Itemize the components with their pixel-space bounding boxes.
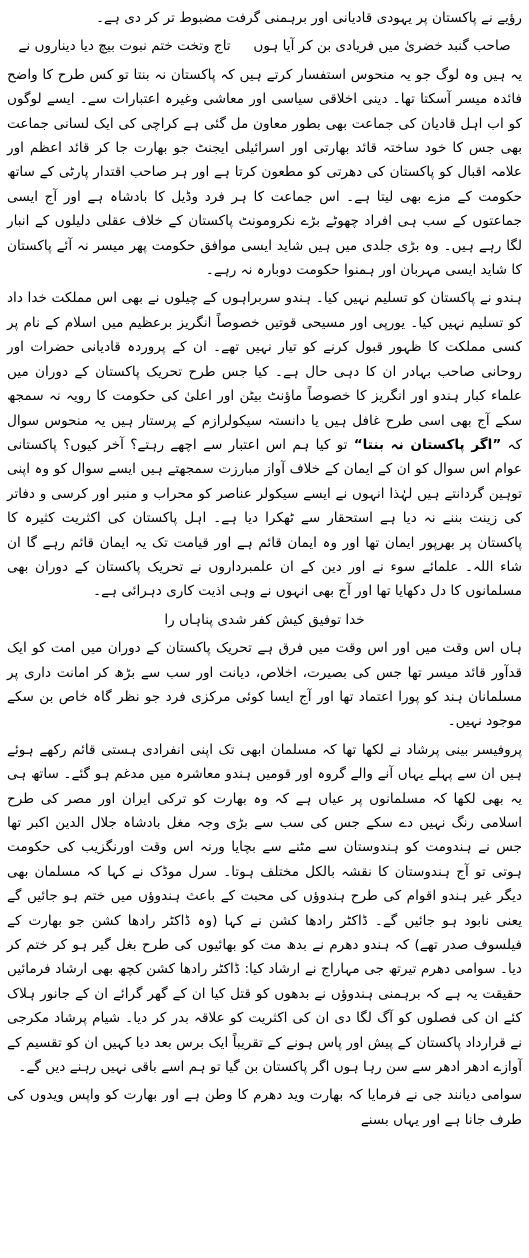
paragraph-1: یہ ہیں وہ لوگ جو یہ منحوس استفسار کرتے ہیں کہ پاکستان نہ بنتا تو کس طرح کا واضح فائدہ میسر آسکتا تھا۔ دینی اخلاقی سیاسی اور معاشی وغیرہ اعتبارات سے۔ ایسے لوگوں کو اب اہل قادیان کی جماعت بھی بطور معاون مل گئی ہے کراچی کی ایک لسانی جماعت بھی جس کا خود ساختہ قائد بھارتی اور اسرائیلی ایجنٹ جو بھارت جا کر قائد اعظم اور علامہ اقبال کو پاکستان کی دھرتی کو مطعون کرتا ہے اور ہر صاحب اقتدار پارٹی کے ساتھ حکومت کے مزے بھی لیتا ہے۔ اس جماعت کا ہر فرد وڈیل کا بادشاہ ہے اور آج ایسی جماعتوں کے سب ہی افراد چھوٹے بڑے نکرومونٹ پاکستان کے خلاف عقلی دلیلوں کے انبار لگا رہے ہیں۔ وہ بڑی جلدی میں ہیں شاید ایسی موافق حکومت پھر میسر نہ آئے پاکستان کا شاید ایسی مہربان اور ہمنوا حکومت دوبارہ نہ رہے۔ (7, 66, 522, 279)
couplet-first-hemistich: صاحب گنبد خضریٰ میں فریادی بن کر آیا ہوں (253, 38, 511, 55)
paragraph-2 (7, 286, 522, 603)
paragraph-2-after: تو کیا ہم اس اعتبار سے اچھے رہتے؟ آخر کیوں؟ پاکستانی عوام اس سوال کو ان کے ایمان کے خلاف آواز مبارزت سمجھتے ہیں ایسے سوال کو وہ اپنی توہین گردانتے ہیں لہٰذا انہوں نے ایسے سیکولر عناصر کو محراب و منبر اور کرسی و دفاتر کی زینت بننے نہ دیا ہے استحقار سے ٹھکرا دیا ہے۔ اہل پاکستان کی اکثریت کثیرہ کا پاکستان پر بھرپور ایمان تھا اور وہ ایمان قائم ہے اور قیامت تک یہ ایمان قائم رہے گا ان شاء اللہ۔ علمائے سوء نے اور دین کے ان علمبرداروں نے تحریک پاکستان کے دوران بھی مسلمانوں کا دل دکھایا تھا اور آج بھی انہوں نے وہی اذیت کاری دہرائی ہے۔ (7, 436, 522, 600)
paragraph-3: ہاں اس وقت میں اور اس وقت میں فرق ہے تحریک پاکستان کے دوران میں امت کو ایک قدآور قائد میسر تھا جس کی بصیرت، اخلاص، دیانت اور سب سے بڑھ کر امانت داری پر مسلمانان ہند کو پورا اعتماد تھا اور آج ایسا کوئی مرکزی فرد جو نظر گاہ خاص بن سکے موجود نہیں۔ (7, 640, 522, 730)
verse-line-top: رؤیے نے پاکستان پر یہودی قادیانی اور برہمنی گرفت مضبوط تر کر دی ہے۔ (96, 10, 522, 26)
verse-line-middle: خدا توفیق کیش کفر شدی پناہاں را (164, 611, 365, 628)
paragraph-2-before: ہندو نے پاکستان کو تسلیم نہیں کیا۔ ہندو سربراہوں کے چیلوں نے بھی اس مملکت خدا داد کو تسلیم نہیں کیا۔ یورپی اور مسیحی قوتیں خصوصاً انگریز برعظیم میں اسلام کے نام پر کسی مملکت کا ظہور قبول کرنے کو تیار نہیں تھے۔ ان کے پروردہ قادیانی حضرات اور روحانی صاحب بہادر ان کا دہی حال ہے۔ کیا جس طرح تحریک پاکستان کے دوران میں علماء کبار ہندو اور انگریز کا خصوصاً ماؤنٹ بیٹن اور اعلیٰ کی حکومت کا رویہ نہ سمجھ سکے آج بھی اسی طرح غافل ہیں یا دانستہ سیکولرازم کے پرستار ہیں یہ منحوس سوال کہ (7, 290, 522, 453)
poetry-couplet (7, 34, 522, 58)
couplet-second-hemistich: تاج وتخت ختم نبوت بیچ دیا دیناروں نے (18, 38, 231, 55)
paragraph-5: سوامی دیانند جی نے فرمایا کہ بھارت وید دھرم کا وطن ہے اور بھارت کو واپس ویدوں کی طرف جانا ہے اور یہاں بسنے (7, 1087, 522, 1128)
paragraph-4: پروفیسر بینی پرشاد نے لکھا تھا کہ مسلمان ابھی تک اپنی انفرادی ہستی قائم رکھے ہوئے ہیں ان سے پہلے یہاں آنے والے گروہ اور قومیں ہندو معاشرہ میں مدغم ہو گئے۔ ساتھ ہی یہ بھی لکھا کہ مسلمانوں پر عیاں ہے کہ وہ بھارت کو ترکی ایران اور مصر کی طرح اسلامی رنگ نہیں دے سکے جس کی سب سے بڑی وجہ مغل بادشاہ جلال الدین اکبر تھا جس نے ہندومت کو ہندوستان سے مٹنے سے بچایا ورنہ اس وقت اورنگزیب کی حکومت ہوتی تو آج ہندوستان کا نقشہ بالکل مختلف ہوتا۔ سرل موڈک نے کہا کہ مسلمان بھی دیگر غیر ہندو اقوام کی طرح ہندوؤں کی محبت کے باعث ہندوؤں میں ختم ہو جائیں گے یعنی نابود ہو جائیں گے۔ ڈاکٹر رادھا کشن نے کہا (وہ ڈاکٹر رادھا کشن جو بھارت کے فیلسوف صدر تھے) کہ ہندو دھرم نے بدھ مت کو بھائیوں کی طرح بغل گیر ہو کر ختم کر دیا۔ سوامی دھرم تیرتھ جی مہاراج نے ارشاد کیا: ڈاکٹر رادھا کشن کچھ بھی ارشاد فرمائیں حقیقت یہ ہے کہ برہمنی ہندوؤں نے بدھوں کو قتل کیا ان کے گھر گرائے ان کے جانور ہلاک کئے ان کی فصلوں کو آگ لگا دی ان کی اکثریت کو علاقہ بدر کر دیا۔ شیام پرشاد مکرجی نے قرارداد پاکستان کے پیش اور پاس ہونے کے تقریباً ایک برس بعد دیا کہیں ان کو تقسیم کے آوازے ادھر ادھر سے سن رہا ہوں اگر پاکستان بن گیا تو ہم اسے باقی نہیں رہنے دیں گے۔ (7, 741, 522, 1076)
bold-quote: ”اگر پاکستان نہ بنتا“ (353, 436, 502, 453)
